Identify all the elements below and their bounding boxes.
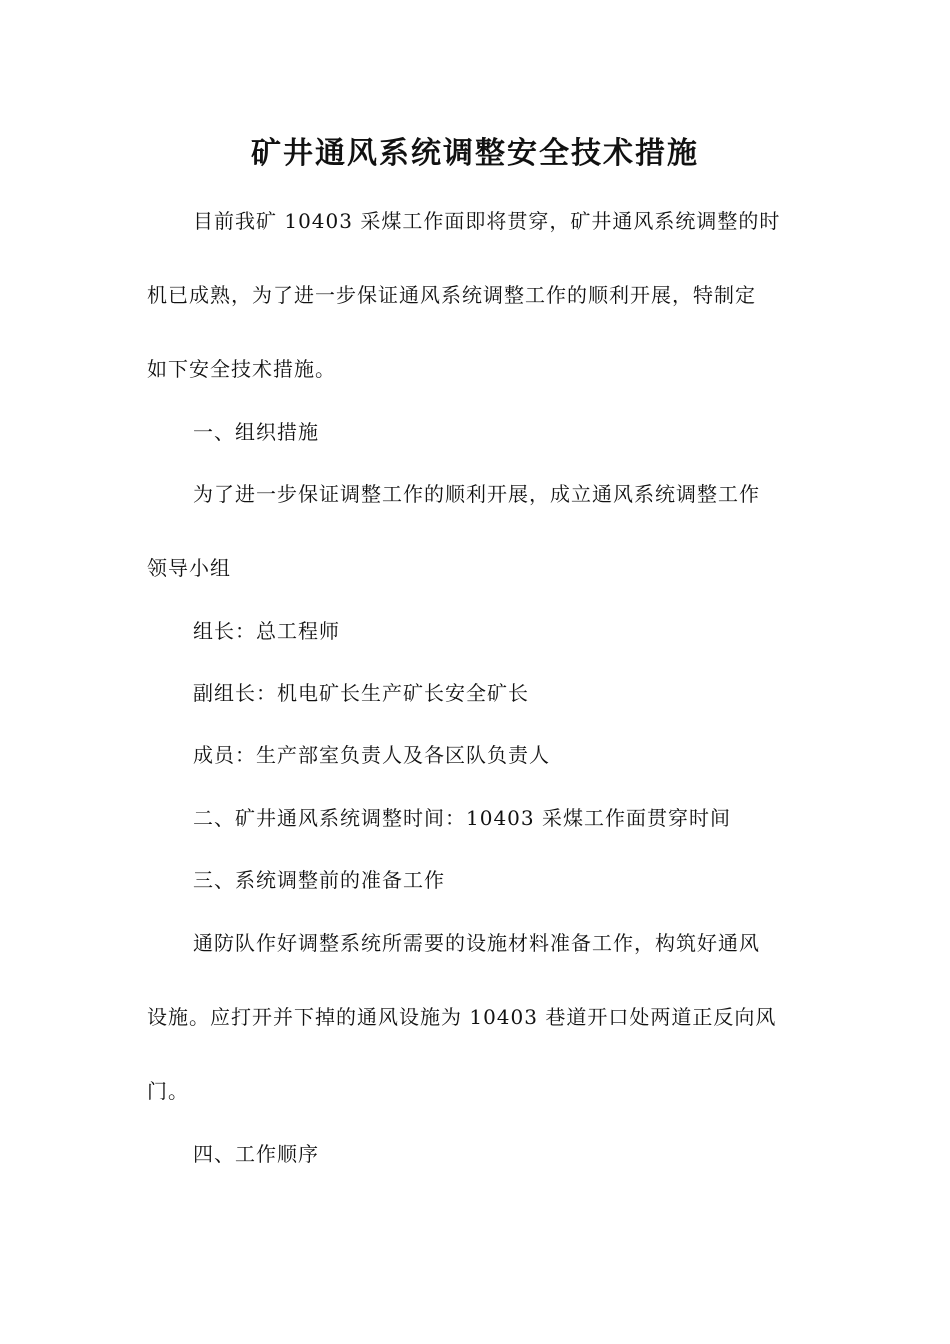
section-heading: 一、组织措施: [193, 420, 319, 444]
paragraph-line: 门。: [147, 1079, 189, 1103]
section-heading: 三、系统调整前的准备工作: [193, 868, 445, 892]
paragraph-line: 如下安全技术措施。: [147, 357, 336, 381]
paragraph-line: 成员：生产部室负责人及各区队负责人: [193, 743, 550, 767]
section-heading: 二、矿井通风系统调整时间：10403 采煤工作面贯穿时间: [193, 806, 731, 830]
paragraph-line: 领导小组: [147, 556, 231, 580]
paragraph-line: 机已成熟，为了进一步保证通风系统调整工作的顺利开展，特制定: [147, 283, 756, 307]
section-heading: 四、工作顺序: [193, 1142, 319, 1166]
paragraph-line: 目前我矿 10403 采煤工作面即将贯穿，矿井通风系统调整的时: [193, 209, 781, 233]
paragraph-line: 为了进一步保证调整工作的顺利开展，成立通风系统调整工作: [193, 482, 760, 506]
document-title: 矿井通风系统调整安全技术措施: [251, 136, 699, 171]
paragraph-line: 副组长：机电矿长生产矿长安全矿长: [193, 681, 529, 705]
paragraph-line: 设施。应打开并下掉的通风设施为 10403 巷道开口处两道正反向风: [147, 1005, 777, 1029]
paragraph-line: 通防队作好调整系统所需要的设施材料准备工作，构筑好通风: [193, 931, 760, 955]
paragraph-line: 组长：总工程师: [193, 619, 340, 643]
